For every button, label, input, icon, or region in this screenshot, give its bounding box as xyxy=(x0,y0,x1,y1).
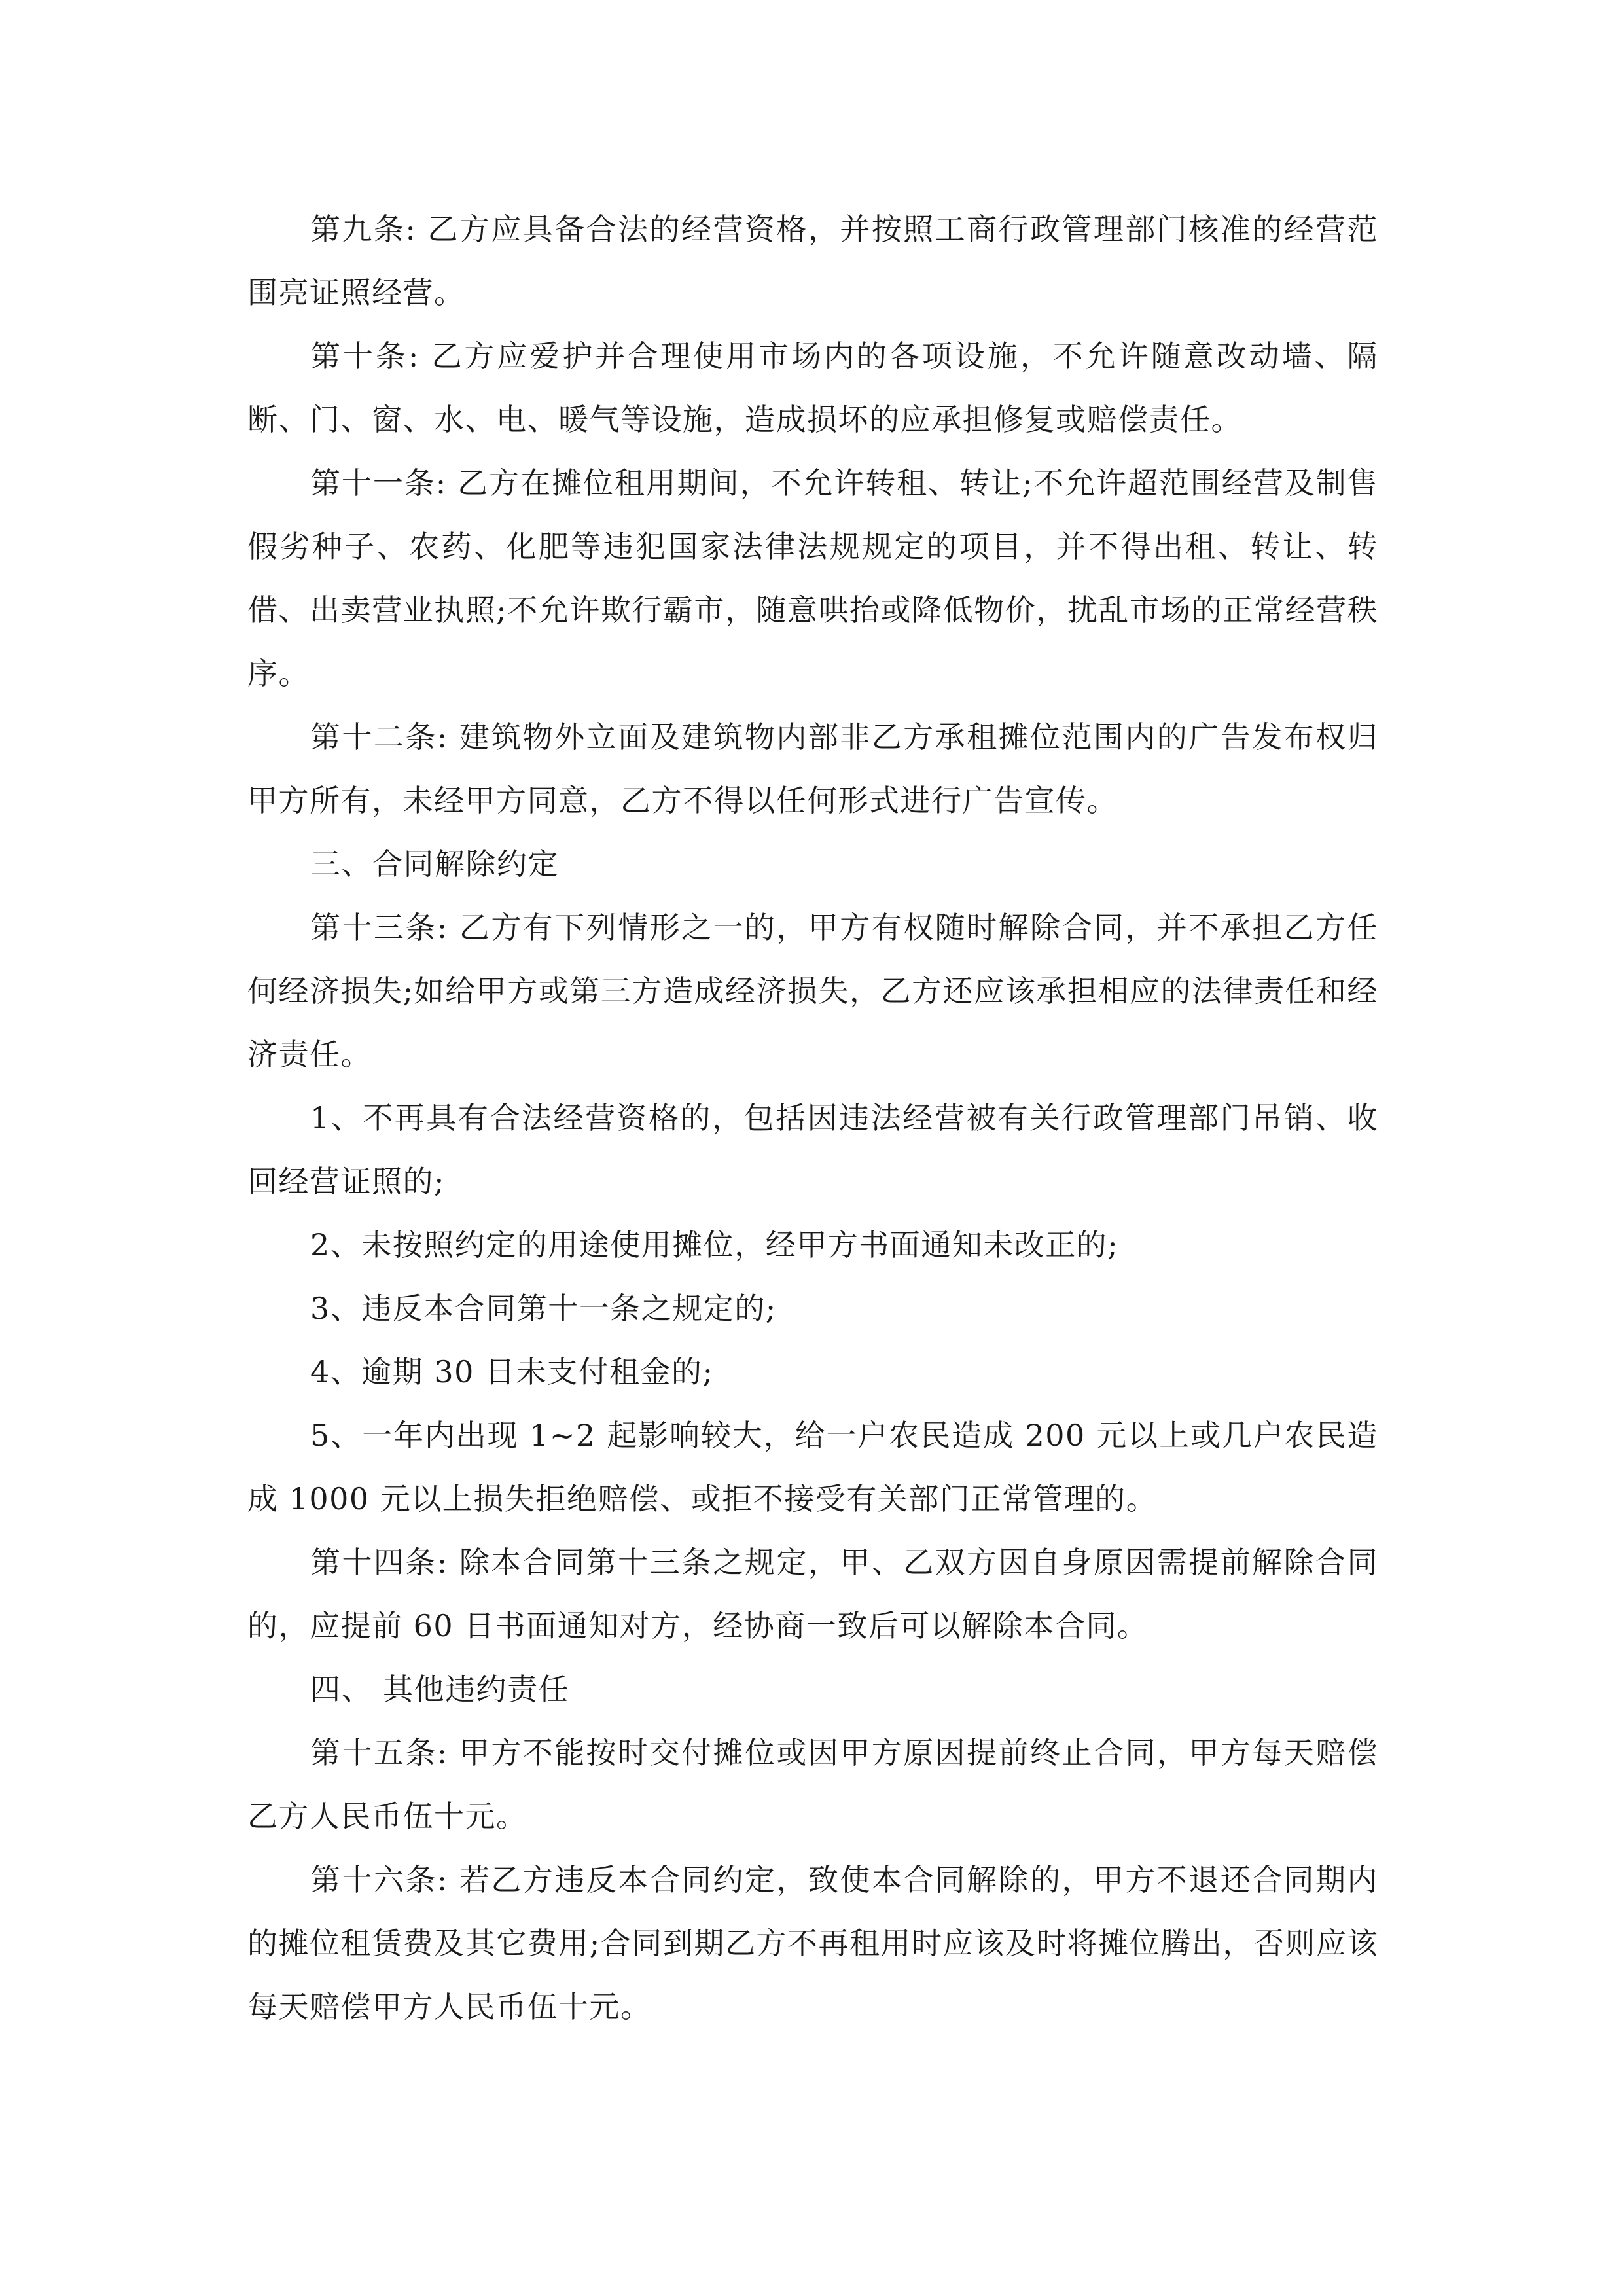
list-item-4: 4、逾期 30 日未支付租金的; xyxy=(310,1354,714,1390)
section-heading-3: 三、合同解除约定 xyxy=(310,846,559,882)
section-heading-4: 四、 其他违约责任 xyxy=(310,1672,570,1707)
article-15: 第十五条: 甲方不能按时交付摊位或因甲方原因提前终止合同，甲方每天赔偿乙方人民币伍十元。 xyxy=(247,1735,1378,1834)
list-item-2: 2、未按照约定的用途使用摊位，经甲方书面通知未改正的; xyxy=(310,1227,1119,1263)
article-14: 第十四条: 除本合同第十三条之规定，甲、乙双方因自身原因需提前解除合同的，应提前 60 日书面通知对方，经协商一致后可以解除本合同。 xyxy=(247,1545,1378,1643)
list-item-3: 3、违反本合同第十一条之规定的; xyxy=(310,1291,777,1326)
article-10: 第十条: 乙方应爱护并合理使用市场内的各项设施，不允许随意改动墙、隔断、门、窗、水、电、暖气等设施，造成损坏的应承担修复或赔偿责任。 xyxy=(247,338,1378,437)
article-11: 第十一条: 乙方在摊位租用期间，不允许转租、转让;不允许超范围经营及制售假劣种子、农药、化肥等违犯国家法律法规规定的项目，并不得出租、转让、转借、出卖营业执照;不允许欺行霸市，随意哄抬或降低物价，扰乱市场的正常经营秩序。 xyxy=(247,465,1378,691)
article-9: 第九条: 乙方应具备合法的经营资格，并按照工商行政管理部门核准的经营范围亮证照经营。 xyxy=(247,211,1378,310)
article-16: 第十六条: 若乙方违反本合同约定，致使本合同解除的，甲方不退还合同期内的摊位租赁费及其它费用;合同到期乙方不再租用时应该及时将摊位腾出，否则应该每天赔偿甲方人民币伍十元。 xyxy=(247,1862,1378,2024)
document-body xyxy=(247,198,1378,2039)
article-12: 第十二条: 建筑物外立面及建筑物内部非乙方承租摊位范围内的广告发布权归甲方所有，未经甲方同意，乙方不得以任何形式进行广告宣传。 xyxy=(247,719,1378,818)
list-item-1: 1、不再具有合法经营资格的，包括因违法经营被有关行政管理部门吊销、收回经营证照的; xyxy=(247,1100,1378,1199)
list-item-5: 5、一年内出现 1~2 起影响较大，给一户农民造成 200 元以上或几户农民造成 1000 元以上损失拒绝赔偿、或拒不接受有关部门正常管理的。 xyxy=(247,1418,1378,1516)
article-13: 第十三条: 乙方有下列情形之一的，甲方有权随时解除合同，并不承担乙方任何经济损失;如给甲方或第三方造成经济损失，乙方还应该承担相应的法律责任和经济责任。 xyxy=(247,910,1378,1072)
